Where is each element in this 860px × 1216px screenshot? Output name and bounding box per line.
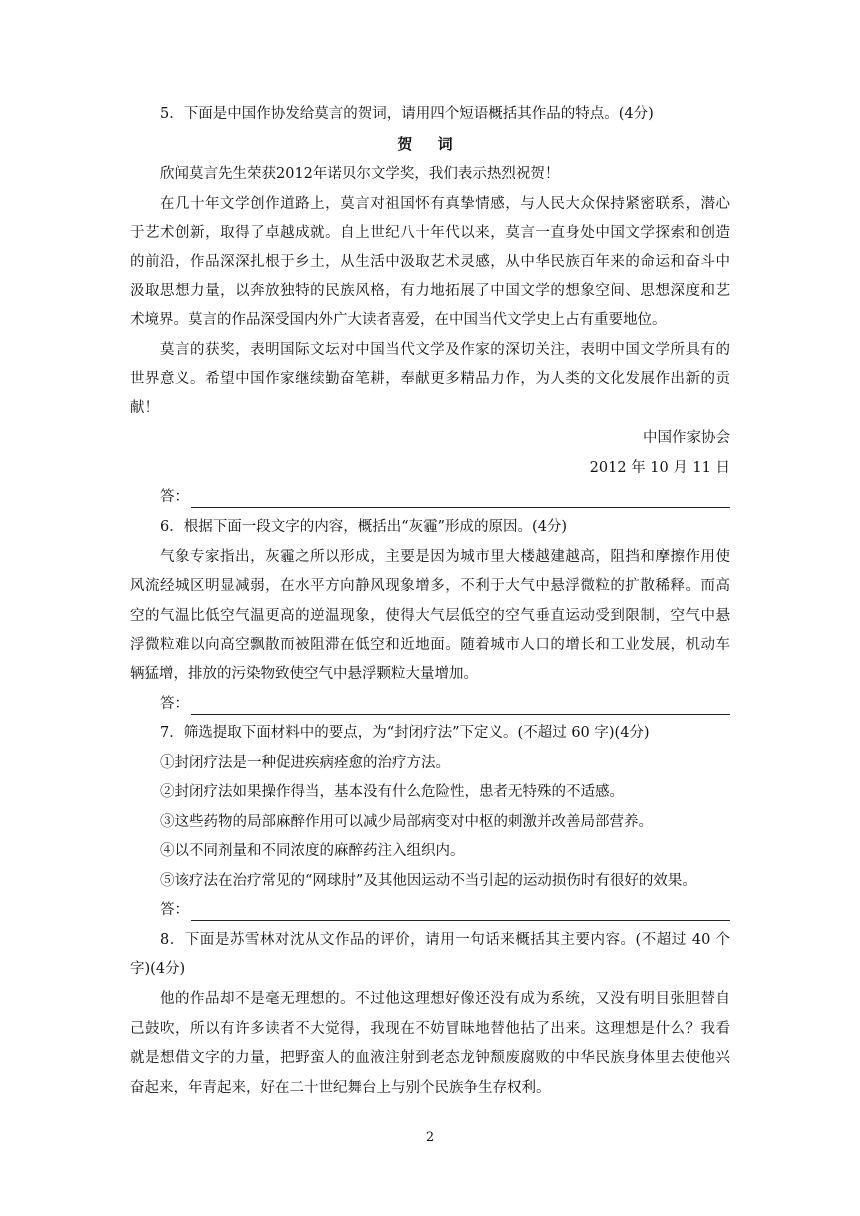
answer-label: 答： <box>160 902 189 918</box>
q7-item-2: ②封闭疗法如果操作得当，基本没有什么危险性，患者无特殊的不适感。 <box>160 784 624 800</box>
letter-date: 2012 年 10 月 11 日 <box>589 460 730 476</box>
q8-prompt-line-1: 8．下面是苏雪林对沈从文作品的评价，请用一句话来概括其主要内容。(不超过 40 个 <box>160 932 730 948</box>
answer-rule <box>191 699 730 715</box>
q7-answer-line[interactable] <box>160 899 730 921</box>
q8-prompt-line-2: 字)(4分) <box>130 961 186 977</box>
q8-line-1: 他的作品却不是毫无理想的。不过他这理想好像还没有成为系统，又没有明目张胆替自 <box>160 991 730 1007</box>
letter-line-4: 的前沿，作品深深扎根于乡土，从生活中汲取艺术灵感，从中华民族百年来的命运和奋斗中 <box>130 254 730 270</box>
answer-label: 答： <box>160 489 189 505</box>
q6-line-2: 风流经城区明显减弱，在水平方向静风现象增多，不利于大气中悬浮微粒的扩散稀释。而高 <box>130 578 730 594</box>
q7-item-3: ③这些药物的局部麻醉作用可以减少局部病变对中枢的刺激并改善局部营养。 <box>160 814 653 830</box>
letter-line-6: 术境界。莫言的作品深受国内外广大读者喜爱，在中国当代文学史上占有重要地位。 <box>130 312 667 328</box>
page-number: 2 <box>425 1130 435 1145</box>
letter-line-7: 莫言的获奖，表明国际文坛对中国当代文学及作家的深切关注，表明中国文学所具有的 <box>160 342 730 358</box>
q5-prompt: 5．下面是中国作协发给莫言的贺词，请用四个短语概括其作品的特点。(4分) <box>160 106 654 122</box>
letter-signature: 中国作家协会 <box>643 430 730 446</box>
q6-line-5: 辆猛增，排放的污染物致使空气中悬浮颗粒大量增加。 <box>130 666 478 682</box>
q6-line-3: 空的气温比低空气温更高的逆温现象，使得大气层低空的空气垂直运动受到限制，空气中悬 <box>130 608 730 624</box>
q6-line-1: 气象专家指出，灰霾之所以形成，主要是因为城市里大楼越建越高，阻挡和摩擦作用使 <box>160 549 730 565</box>
answer-label: 答： <box>160 696 189 712</box>
q6-line-4: 浮微粒难以向高空飘散而被阻滞在低空和近地面。随着城市人口的增长和工业发展，机动车 <box>130 637 730 653</box>
q5-answer-line[interactable] <box>160 486 730 508</box>
q6-answer-line[interactable] <box>160 693 730 715</box>
letter-line-8: 世界意义。希望中国作家继续勤奋笔耕，奉献更多精品力作，为人类的文化发展作出新的贡 <box>130 371 730 387</box>
letter-line-1: 欣闻莫言先生荣获2012年诺贝尔文学奖，我们表示热烈祝贺！ <box>160 166 560 182</box>
q6-prompt: 6．根据下面一段文字的内容，概括出“灰霾”形成的原因。(4分) <box>160 519 568 535</box>
answer-rule <box>191 492 730 508</box>
letter-line-9: 献！ <box>130 400 159 416</box>
q7-item-4: ④以不同剂量和不同浓度的麻醉药注入组织内。 <box>160 843 465 859</box>
q8-line-3: 就是想借文字的力量，把野蛮人的血液注射到老态龙钟颓废腐败的中华民族身体里去使他兴 <box>130 1050 730 1066</box>
letter-title: 贺 词 <box>397 135 463 153</box>
q7-item-1: ①封闭疗法是一种促进疾病痊愈的治疗方法。 <box>160 755 450 771</box>
letter-line-3: 于艺术创新，取得了卓越成就。自上世纪八十年代以来，莫言一直身处中国文学探索和创造 <box>130 225 730 241</box>
letter-line-2: 在几十年文学创作道路上，莫言对祖国怀有真挚情感，与人民大众保持紧密联系，潜心 <box>160 196 730 212</box>
q8-line-4: 奋起来，年青起来，好在二十世纪舞台上与别个民族争生存权利。 <box>130 1080 551 1096</box>
letter-line-5: 汲取思想力量，以奔放独特的民族风格，有力地拓展了中国文学的想象空间、思想深度和艺 <box>130 283 730 299</box>
q7-item-5: ⑤该疗法在治疗常见的“网球肘”及其他因运动不当引起的运动损伤时有很好的效果。 <box>160 873 697 889</box>
q7-prompt: 7．筛选提取下面材料中的要点，为“封闭疗法”下定义。(不超过 60 字)(4分) <box>160 725 650 741</box>
q8-line-2: 己鼓吹，所以有许多读者不大觉得，我现在不妨冒昧地替他拈了出来。这理想是什么？我看 <box>130 1021 730 1037</box>
answer-rule <box>191 905 730 921</box>
